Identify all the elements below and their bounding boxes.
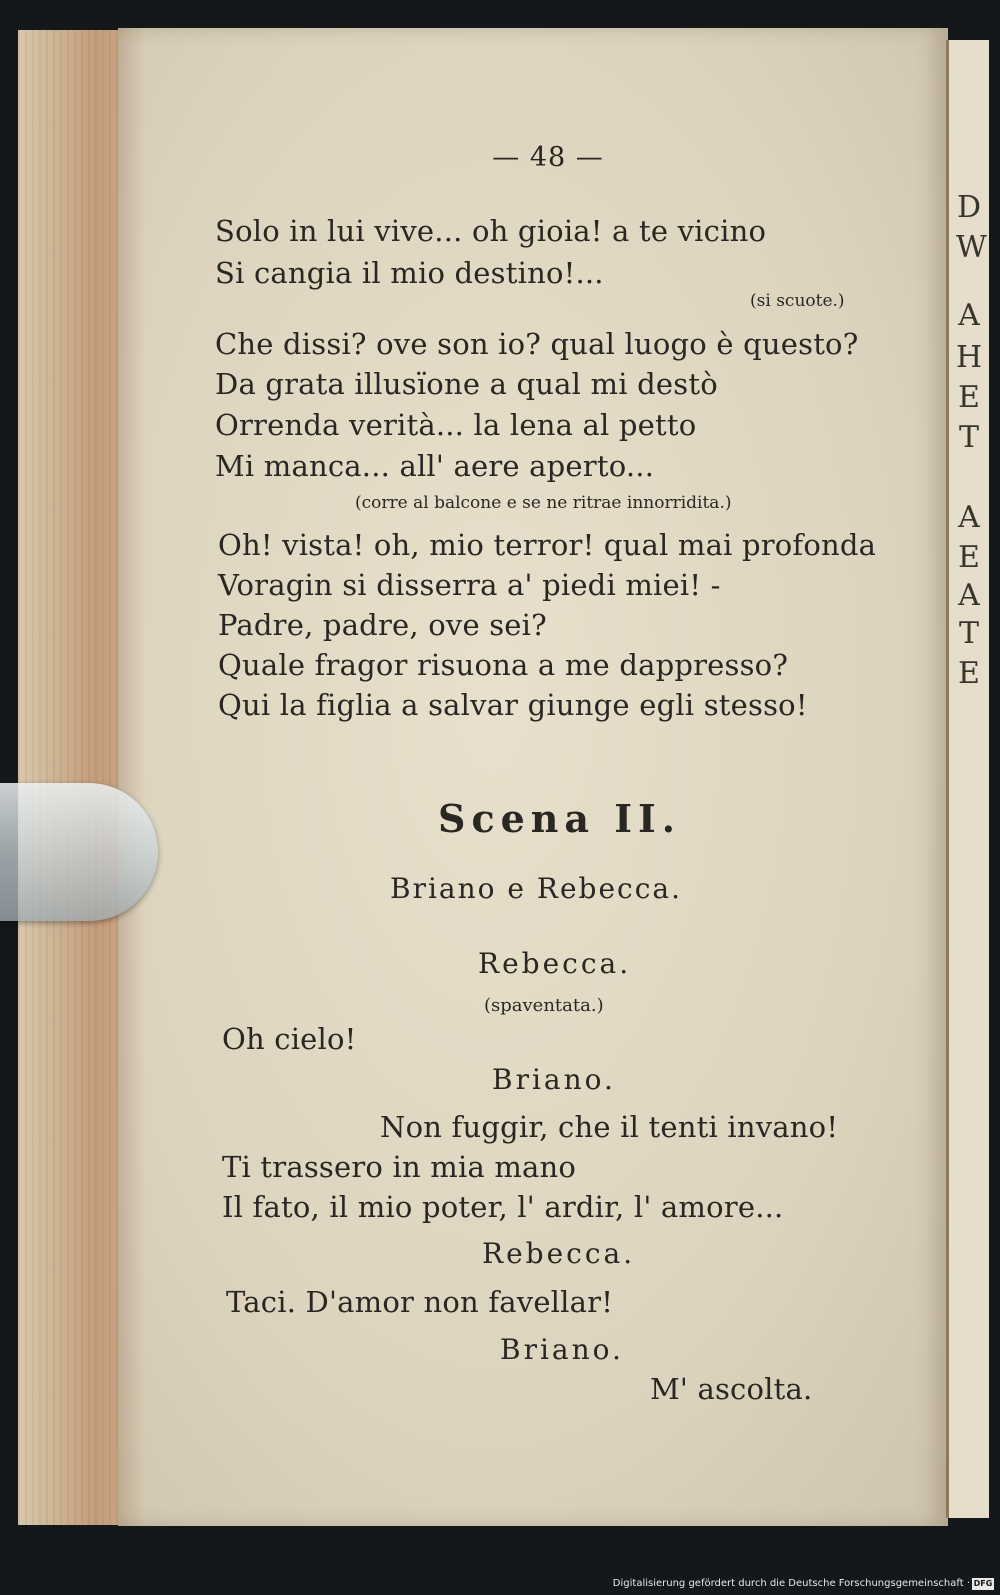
verse-line: Da grata illusïone a qual mi destò	[215, 367, 718, 401]
dfg-logo: DFG	[973, 1579, 993, 1588]
next-page-letter: E	[958, 380, 980, 415]
verse-line: Oh! vista! oh, mio terror! qual mai profonda	[218, 528, 877, 562]
verse-line: Quale fragor risuona a me dappresso?	[218, 648, 789, 682]
next-page-letter: A	[958, 500, 980, 535]
next-page-letter: E	[958, 656, 980, 691]
dialogue-line: Il fato, il mio poter, l' ardir, l' amore...	[222, 1190, 784, 1224]
verse-line: Orrenda verità... la lena al petto	[215, 408, 697, 442]
verse-line: Voragin si disserra a' piedi miei! -	[218, 568, 721, 602]
speaker-name: Rebecca.	[482, 1237, 636, 1270]
stage-direction: (si scuote.)	[750, 291, 845, 311]
speaker-name: Briano.	[492, 1063, 616, 1096]
verse-line: Si cangia il mio destino!...	[215, 256, 604, 290]
scene-title: Scena II.	[438, 796, 682, 841]
dialogue-line: M' ascolta.	[650, 1372, 813, 1406]
next-page-letter: A	[958, 298, 980, 333]
verse-line: Che dissi? ove son io? qual luogo è questo?	[215, 327, 859, 361]
speaker-name: Rebecca.	[478, 947, 632, 980]
verse-line: Solo in lui vive... oh gioia! a te vicino	[215, 214, 767, 248]
next-page-letter: H	[956, 340, 983, 375]
next-page-letter: D	[956, 190, 982, 225]
dialogue-line: Ti trassero in mia mano	[222, 1150, 577, 1184]
next-page-letter: W	[956, 230, 987, 265]
dialogue-line: Taci. D'amor non favellar!	[226, 1285, 614, 1319]
next-page-letter: A	[958, 578, 980, 613]
scene-characters: Briano e Rebecca.	[390, 872, 682, 905]
footer-credit: Digitalisierung gefördert durch die Deutsche Forschungsgemeinschaft ·	[612, 1578, 970, 1589]
page-number: — 48 —	[492, 142, 604, 173]
verse-line: Qui la figlia a salvar giunge egli stesso!	[218, 688, 808, 722]
verse-line: Mi manca... all' aere aperto...	[215, 449, 655, 483]
dialogue-line: Oh cielo!	[222, 1022, 357, 1056]
next-page-letter: T	[958, 616, 979, 651]
next-page-letter: E	[958, 540, 980, 575]
speaker-name: Briano.	[500, 1333, 624, 1366]
page-clip	[0, 783, 158, 921]
next-page-letter: T	[958, 420, 979, 455]
stage-direction: (corre al balcone e se ne ritrae innorridita.)	[355, 493, 732, 513]
dialogue-line: Non fuggir, che il tenti invano!	[380, 1110, 839, 1144]
verse-line: Padre, padre, ove sei?	[218, 608, 547, 642]
stage-direction: (spaventata.)	[484, 995, 604, 1016]
